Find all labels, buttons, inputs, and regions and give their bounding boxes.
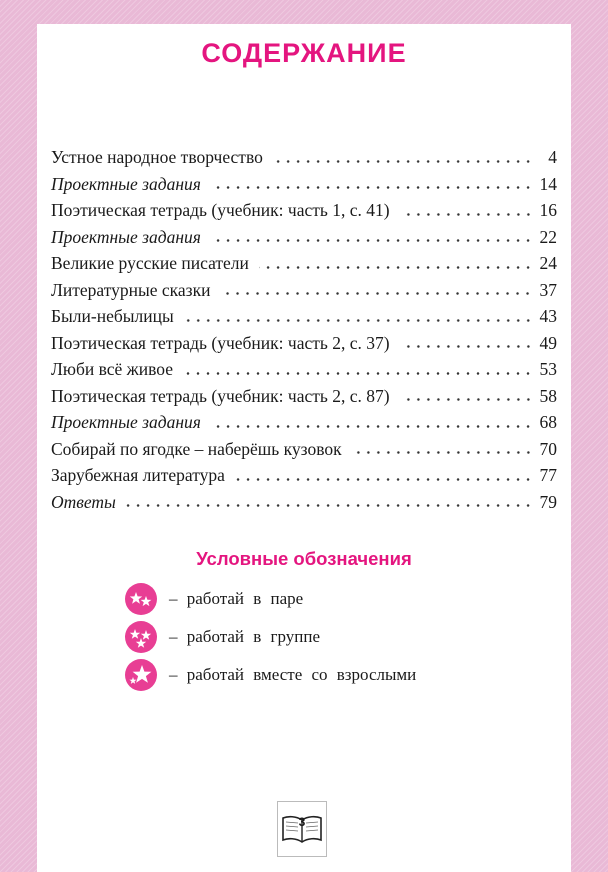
dot-leader <box>400 398 533 401</box>
toc-entry-page: 68 <box>539 412 557 432</box>
dot-leader <box>400 345 533 348</box>
toc-entry <box>51 277 557 304</box>
toc-entry <box>51 383 557 410</box>
toc-entry-title: Литературные сказки <box>51 279 211 300</box>
dot-leader <box>273 160 533 163</box>
toc-entry <box>51 462 557 489</box>
toc-entry-page: 22 <box>539 226 557 247</box>
dot-leader <box>352 451 533 454</box>
toc-entry-title: Собирай по ягодке – наберёшь кузовок <box>51 438 342 459</box>
dot-leader <box>235 478 533 481</box>
dot-leader <box>184 319 533 322</box>
toc-entry <box>51 144 557 171</box>
toc-entry <box>51 250 557 277</box>
toc-entry-title: Поэтическая тетрадь (учебник: часть 2, с. 87) <box>51 385 390 406</box>
dot-leader <box>400 213 533 216</box>
legend-item-group <box>125 618 416 656</box>
dot-leader <box>211 186 533 189</box>
toc-entry-title: Проектные задания <box>51 412 201 432</box>
toc-entry <box>51 197 557 224</box>
toc-entry <box>51 303 557 330</box>
toc-entry-page: 24 <box>539 253 557 273</box>
content-panel <box>37 24 571 872</box>
page-number: 3 <box>298 815 306 829</box>
toc-entry-page: 58 <box>539 385 557 406</box>
legend-item-pair <box>125 580 416 618</box>
toc-entry-page: 43 <box>539 306 557 326</box>
toc-entry-page: 70 <box>539 438 557 459</box>
toc-entry-page: 53 <box>539 359 557 379</box>
dot-leader <box>220 292 533 295</box>
legend-item-text: – работай вместе со взрослыми <box>169 665 417 684</box>
table-of-contents <box>51 144 557 515</box>
legend-title: Условные обозначения <box>196 548 412 569</box>
dot-leader <box>183 372 533 375</box>
toc-entry-title: Устное народное творчество <box>51 147 263 167</box>
toc-entry-page: 77 <box>539 465 557 485</box>
two-stars-icon <box>125 583 157 615</box>
toc-entry-title: Зарубежная литература <box>51 465 225 485</box>
toc-entry <box>51 489 557 516</box>
dot-leader <box>126 504 533 507</box>
legend-item-text: – работай в паре <box>169 589 304 608</box>
toc-entry-page: 4 <box>548 147 557 167</box>
three-stars-icon <box>125 621 157 653</box>
toc-entry <box>51 171 557 198</box>
dot-leader <box>211 425 533 428</box>
toc-entry-title: Великие русские писатели <box>51 253 249 273</box>
toc-entry <box>51 356 557 383</box>
toc-entry-title: Поэтическая тетрадь (учебник: часть 2, с. 37) <box>51 332 390 353</box>
toc-entry-title: Поэтическая тетрадь (учебник: часть 1, с. 41) <box>51 200 390 220</box>
toc-entry-title: Люби всё живое <box>51 359 173 379</box>
legend-list <box>125 580 416 694</box>
toc-entry-page: 14 <box>539 173 557 194</box>
big-small-star-icon <box>125 659 157 691</box>
toc-entry <box>51 224 557 251</box>
dot-leader <box>259 266 533 269</box>
dot-leader <box>211 239 533 242</box>
page-title: СОДЕРЖАНИЕ <box>201 38 407 68</box>
toc-entry-title: Проектные задания <box>51 226 201 247</box>
toc-entry <box>51 330 557 357</box>
toc-entry-page: 16 <box>539 200 557 220</box>
legend-item-adults <box>125 656 416 694</box>
toc-entry <box>51 436 557 463</box>
page-number-badge <box>277 801 327 857</box>
toc-entry-title: Ответы <box>51 491 116 512</box>
legend-item-text: – работай в группе <box>169 627 321 646</box>
toc-entry-page: 37 <box>539 279 557 300</box>
toc-entry-title: Проектные задания <box>51 173 201 194</box>
toc-entry-page: 79 <box>539 491 557 512</box>
toc-entry <box>51 409 557 436</box>
toc-entry-title: Были-небылицы <box>51 306 174 326</box>
toc-entry-page: 49 <box>539 332 557 353</box>
